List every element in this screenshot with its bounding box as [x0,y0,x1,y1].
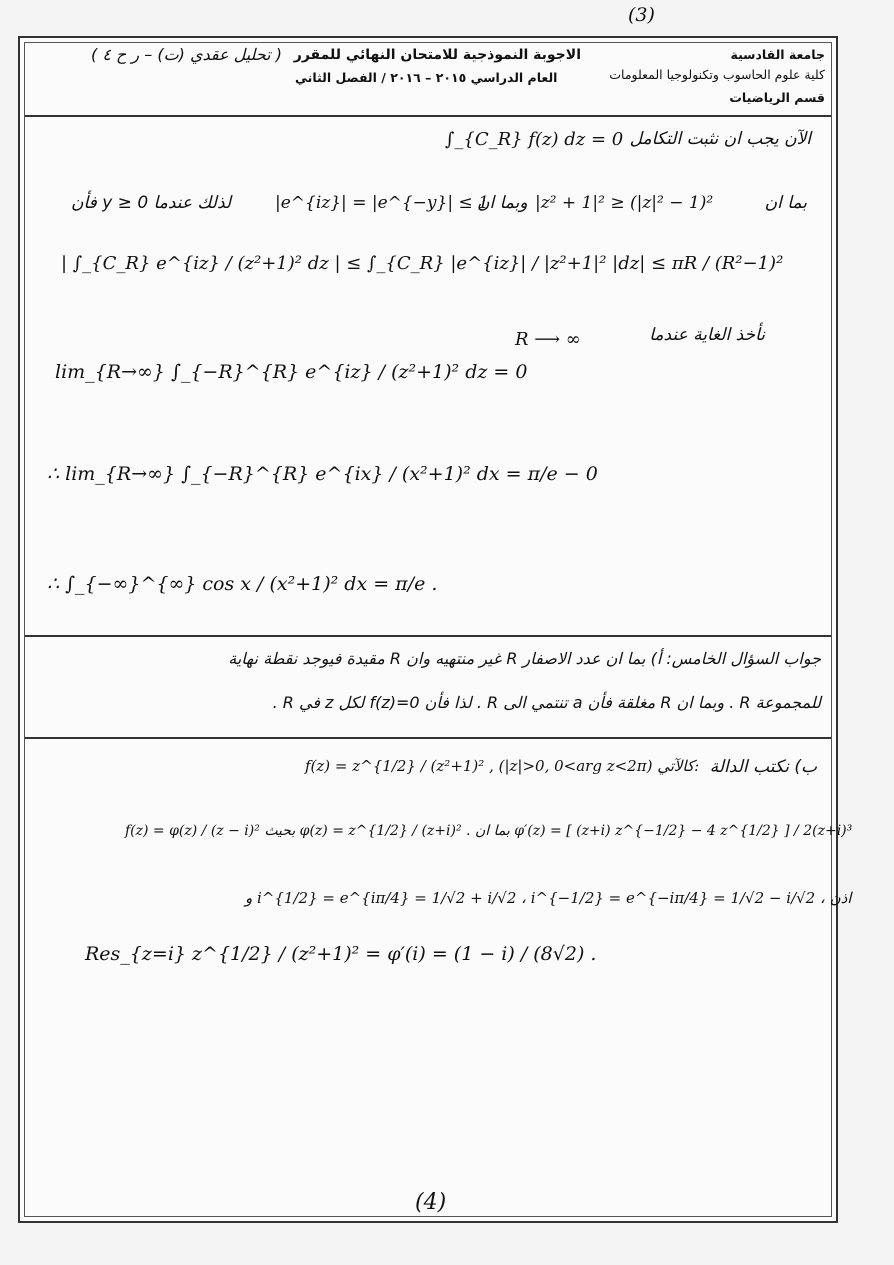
answer-sheet [18,36,853,1223]
exam-header [25,43,831,117]
section-divider-1 [25,635,831,637]
exam-title: الاجوبة النموذجية للامتحان النهائي للمقرر [293,47,581,63]
course-name: ( تحليل عقدي (ت) – ر ح ٤ ) [91,45,282,64]
limit-real-equation: ∴ lim_{R→∞} ∫_{−R}^{R} e^{ix} / (x²+1)² dx = π/e − 0 [47,463,598,485]
page-number-bottom: (4) [415,1190,447,1215]
since-text-right: بما ان [764,193,807,213]
since-text-mid: وبما ان [477,193,528,213]
intro-text: الآن يجب ان نثبت التكامل [629,129,811,149]
limit-note: نأخذ الغاية عندما [649,325,765,345]
root-values-line: و i^{1/2} = e^{iπ/4} = 1/√2 + i/√2 ، i^{−1/2} = e^{−iπ/4} = 1/√2 − i/√2 ، اذن [245,889,852,907]
contour-integral-zero: ∫_{C_R} f(z) dz = 0 [445,129,624,150]
limit-condition: R ⟶ ∞ [515,329,581,350]
therefore-text: لذلك عندما y ≥ 0 فأن [71,193,232,213]
modulus-inequality: |z² + 1|² ≥ (|z|² − 1)² [535,193,714,213]
university-name: جامعة القادسية [730,47,825,62]
function-definition: f(z) = z^{1/2} / (z²+1)² , (|z|>0, 0<arg z<2π) كالآتي: [305,757,700,775]
part-b-intro: ب) نكتب الدالة [709,757,817,777]
section-divider-2 [25,737,831,739]
page-number-top: (3) [628,4,655,26]
q5-answer-line-1: جواب السؤال الخامس: أ) بما ان عدد الاصفار R غير منتهيه وان R مقيدة فيوجد نقطة نهاية [228,649,821,668]
exponential-bound: |e^{iz}| = |e^{−y}| ≤ 1 [275,193,489,213]
academic-year: العام الدراسي ٢٠١٥ – ٢٠١٦ / الفصل الثاني [295,70,558,85]
phi-derivative-line: f(z) = φ(z) / (z − i)² بحيث φ(z) = z^{1/2} / (z+i)² . بما ان φ′(z) = [ (z+i) z^{−1/2} − 4 z^{1/2} ] / 2(z+i)³ [125,823,853,839]
college-name: كلية علوم الحاسوب وتكنولوجيا المعلومات [609,67,825,82]
limit-contour-equation: lim_{R→∞} ∫_{−R}^{R} e^{iz} / (z²+1)² dz = 0 [55,361,528,383]
q5-answer-line-2: للمجموعة R . وبما ان R مغلقة فأن a تنتمي الى R . لذا فأن f(z)=0 لكل z في R . [272,693,821,712]
residue-result: Res_{z=i} z^{1/2} / (z²+1)² = φ′(i) = (1 − i) / (8√2) . [85,943,597,965]
integral-estimate: | ∫_{C_R} e^{iz} / (z²+1)² dz | ≤ ∫_{C_R} |e^{iz}| / |z²+1|² |dz| ≤ πR / (R²−1)² [61,253,784,274]
final-result: ∴ ∫_{−∞}^{∞} cos x / (x²+1)² dx = π/e . [47,573,438,595]
inner-border [24,42,853,1217]
department-name: قسم الرياضيات [729,90,825,105]
